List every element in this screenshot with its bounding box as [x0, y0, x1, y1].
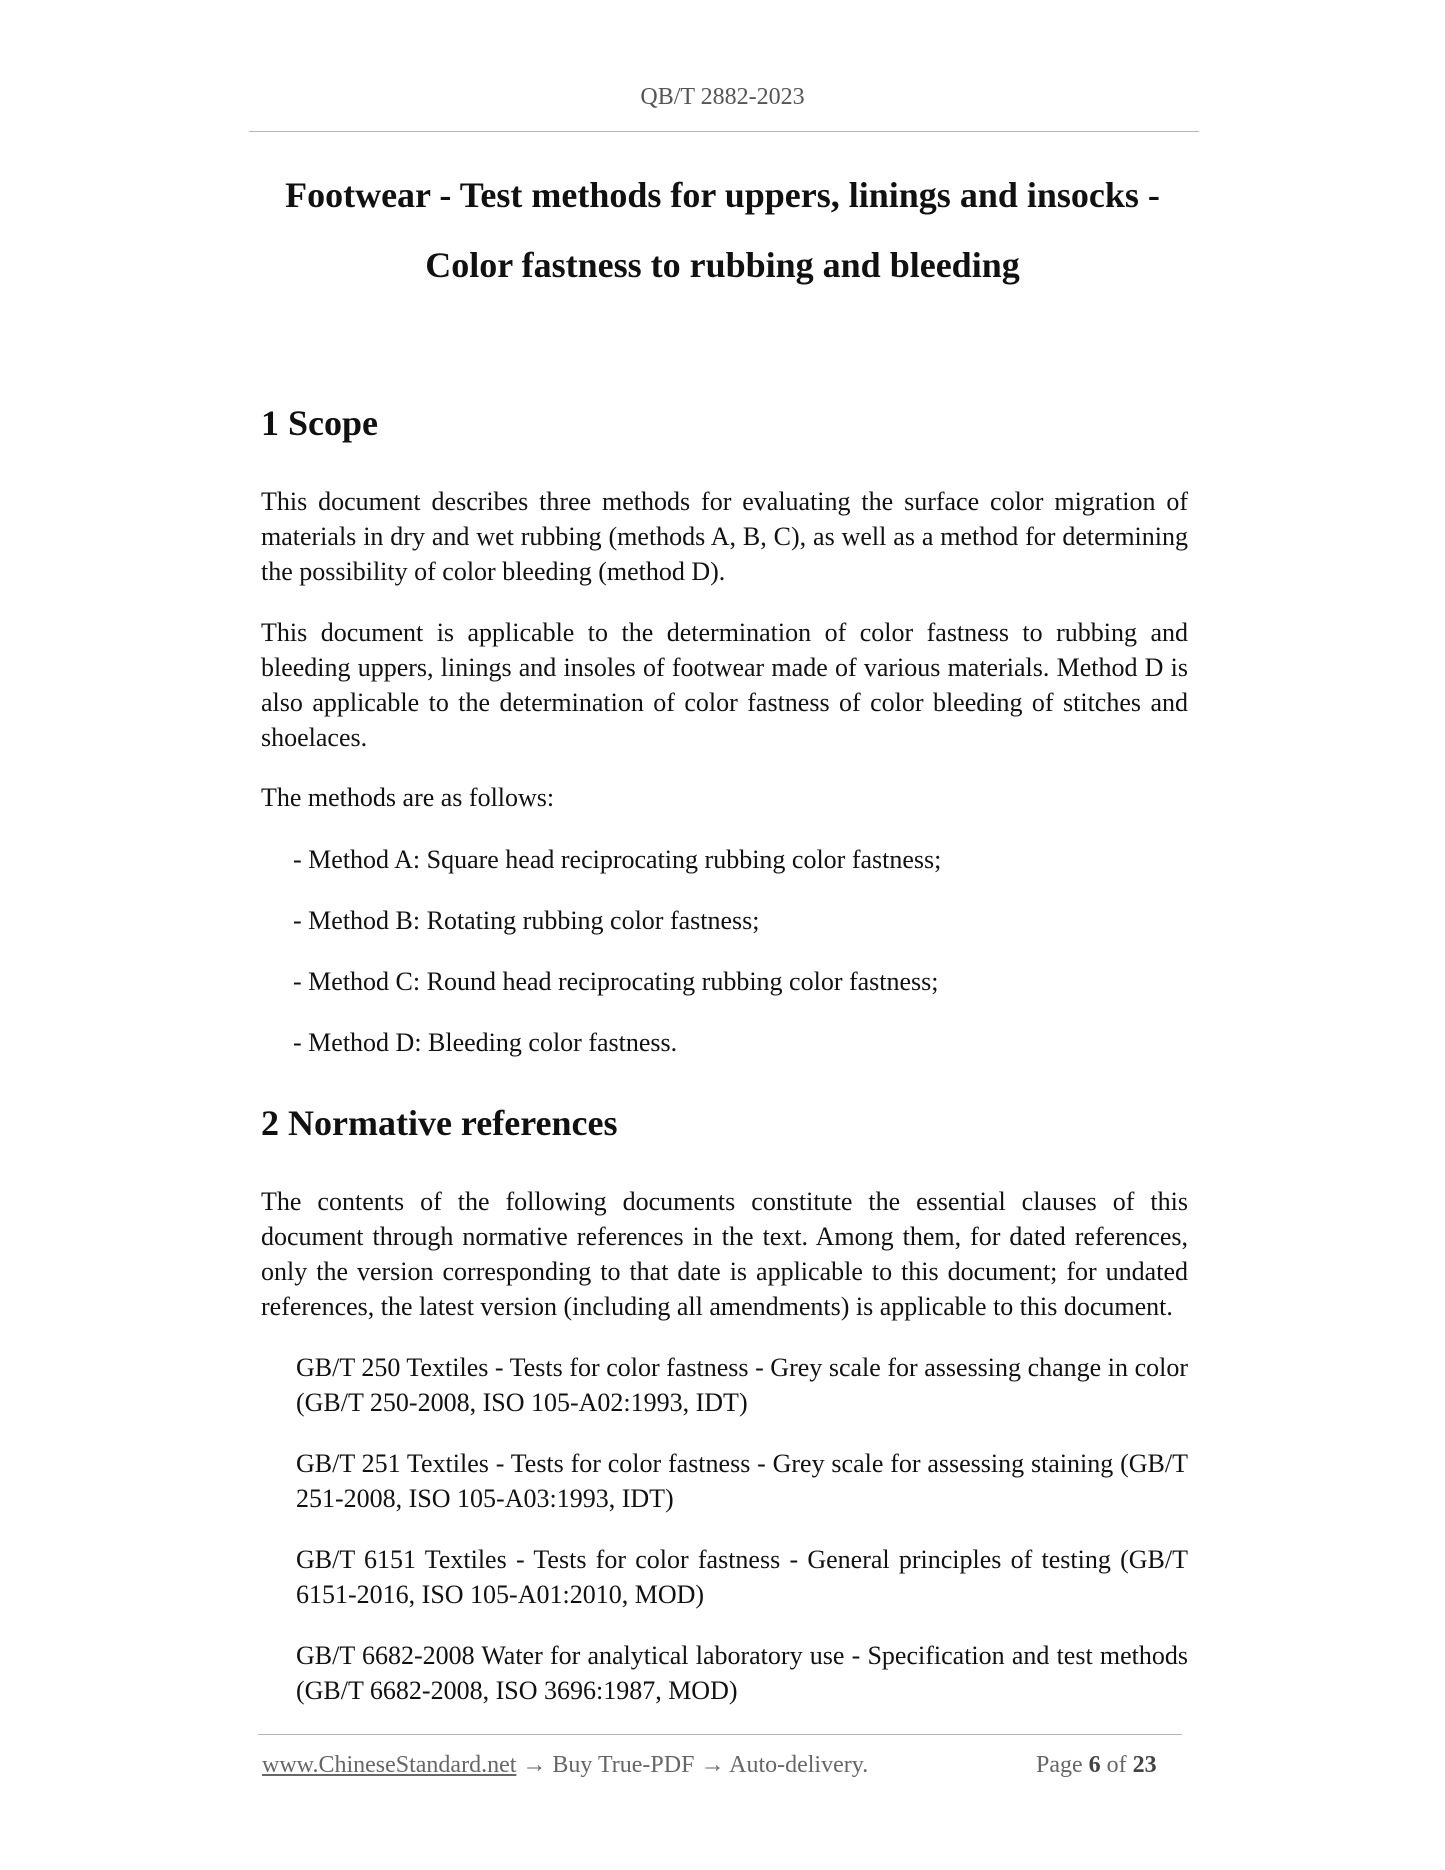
- site-link[interactable]: www.ChineseStandard.net: [262, 1752, 517, 1778]
- method-list-item: - Method B: Rotating rubbing color fastness;: [293, 906, 760, 935]
- reference-item: GB/T 251 Textiles - Tests for color fastness - Grey scale for assessing staining (GB/T 251-2008, ISO 105-A03:1993, IDT): [296, 1449, 1188, 1513]
- scope-paragraph: This document describes three methods for evaluating the surface color migration of materials in dry and wet rubbing (methods A, B, C), as well as a method for determining the possibility of color bleeding (method D).: [261, 487, 1188, 586]
- reference-item: GB/T 6682-2008 Water for analytical laboratory use - Specification and test methods (GB/T 6682-2008, ISO 3696:1987, MOD): [296, 1641, 1188, 1705]
- method-list-item: - Method A: Square head reciprocating rubbing color fastness;: [293, 845, 942, 874]
- footer-promo: [262, 1752, 868, 1779]
- document-code-header: QB/T 2882-2023: [640, 84, 805, 110]
- current-page-number: 6: [1088, 1752, 1101, 1778]
- page-label: Page: [1036, 1752, 1083, 1778]
- reference-item: GB/T 6151 Textiles - Tests for color fastness - General principles of testing (GB/T 6151-2016, ISO 105-A01:2010, MOD): [296, 1545, 1188, 1609]
- scope-paragraph: This document is applicable to the determination of color fastness to rubbing and bleeding uppers, linings and insoles of footwear made of various materials. Method D is also applicable to the determination of color fastness of color bleeding of stitches and shoelaces.: [261, 618, 1188, 752]
- document-title-line-1: Footwear - Test methods for uppers, linings and insocks -: [285, 175, 1160, 215]
- promo-text: → Buy True-PDF → Auto-delivery.: [516, 1752, 869, 1778]
- reference-item: GB/T 250 Textiles - Tests for color fastness - Grey scale for assessing change in color (GB/T 250-2008, ISO 105-A02:1993, IDT): [296, 1353, 1188, 1417]
- page-of-label: of: [1106, 1752, 1127, 1778]
- section-heading-scope: 1 Scope: [261, 403, 378, 443]
- header-divider: [249, 131, 1199, 132]
- method-list-item: - Method D: Bleeding color fastness.: [293, 1028, 678, 1057]
- total-pages-number: 23: [1132, 1752, 1157, 1778]
- method-list-item: - Method C: Round head reciprocating rubbing color fastness;: [293, 967, 939, 996]
- section-heading-normative-references: 2 Normative references: [261, 1103, 618, 1143]
- references-intro-paragraph: The contents of the following documents constitute the essential clauses of this document through normative references in the text. Among them, for dated references, only the version corresponding to that date is applicable to this document; for undated references, the latest version (including all amendments) is applicable to this document.: [261, 1187, 1188, 1321]
- footer-divider: [258, 1734, 1182, 1735]
- scope-paragraph: The methods are as follows:: [261, 783, 555, 812]
- document-title-line-2: Color fastness to rubbing and bleeding: [425, 245, 1020, 285]
- page-indicator: [1036, 1752, 1157, 1779]
